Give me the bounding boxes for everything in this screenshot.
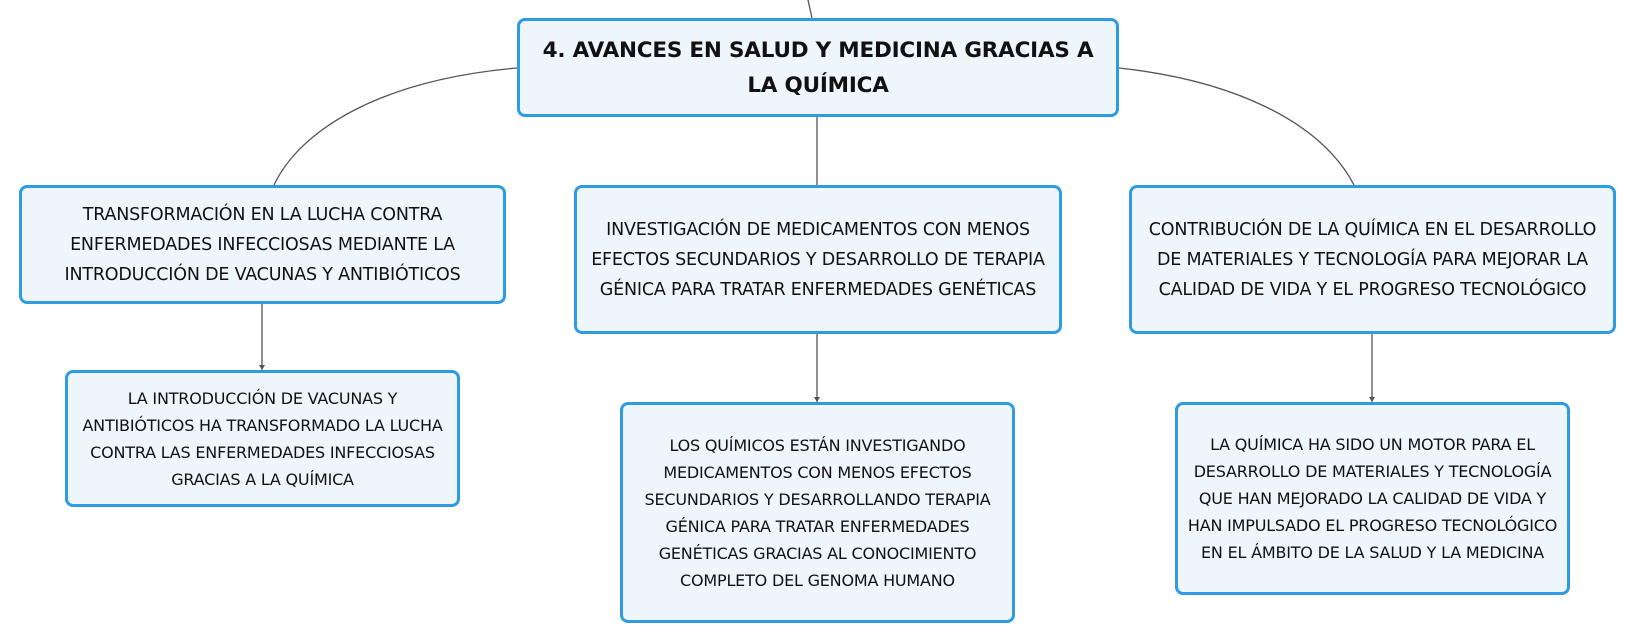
topic-node-medicines-gene-therapy[interactable] [574,185,1062,334]
topic-label-vaccines-antibiotics: TRANSFORMACIÓN EN LA LUCHA CONTRA ENFERMEDADES INFECCIOSAS MEDIANTE LA INTRODUCCIÓN DE VACUNAS Y ANTIBIÓTICOS [64,204,461,285]
connector-root-right [1119,68,1354,185]
subtopic-label-materials-technology: LA QUÍMICA HA SIDO UN MOTOR PARA EL DESARROLLO DE MATERIALES Y TECNOLOGÍA QUE HAN MEJORADO LA CALIDAD DE VIDA Y HAN IMPULSADO EL PROGRESO TECNOLÓGICO EN EL ÁMBITO DE LA SALUD Y LA MEDICINA [1187,435,1558,562]
subtopic-node-materials-technology[interactable] [1175,402,1570,595]
topic-label-materials-technology: CONTRIBUCIÓN DE LA QUÍMICA EN EL DESARROLLO DE MATERIALES Y TECNOLOGÍA PARA MEJORAR LA CALIDAD DE VIDA Y EL PROGRESO TECNOLÓGICO [1148,219,1597,300]
connector-from-parent [808,0,812,18]
topic-node-vaccines-antibiotics[interactable] [19,185,506,304]
subtopic-label-vaccines-antibiotics: LA INTRODUCCIÓN DE VACUNAS Y ANTIBIÓTICOS HA TRANSFORMADO LA LUCHA CONTRA LAS ENFERMEDADES INFECCIOSAS GRACIAS A LA QUÍMICA [82,388,443,489]
topic-label-medicines-gene-therapy: INVESTIGACIÓN DE MEDICAMENTOS CON MENOS EFECTOS SECUNDARIOS Y DESARROLLO DE TERAPIA GÉNICA PARA TRATAR ENFERMEDADES GENÉTICAS [591,219,1045,300]
subtopic-node-vaccines-antibiotics[interactable] [65,370,460,507]
subtopic-label-medicines-gene-therapy: LOS QUÍMICOS ESTÁN INVESTIGANDO MEDICAMENTOS CON MENOS EFECTOS SECUNDARIOS Y DESARROLLANDO TERAPIA GÉNICA PARA TRATAR ENFERMEDADES GENÉTICAS GRACIAS AL CONOCIMIENTO COMPLETO DEL GENOMA HUMANO [644,435,991,590]
topic-node-materials-technology[interactable] [1129,185,1616,334]
central-topic-node[interactable] [517,18,1119,117]
subtopic-node-medicines-gene-therapy[interactable] [620,402,1015,623]
connector-root-left [274,68,517,185]
central-topic-label: 4. AVANCES EN SALUD Y MEDICINA GRACIAS A LA QUÍMICA [542,37,1094,98]
